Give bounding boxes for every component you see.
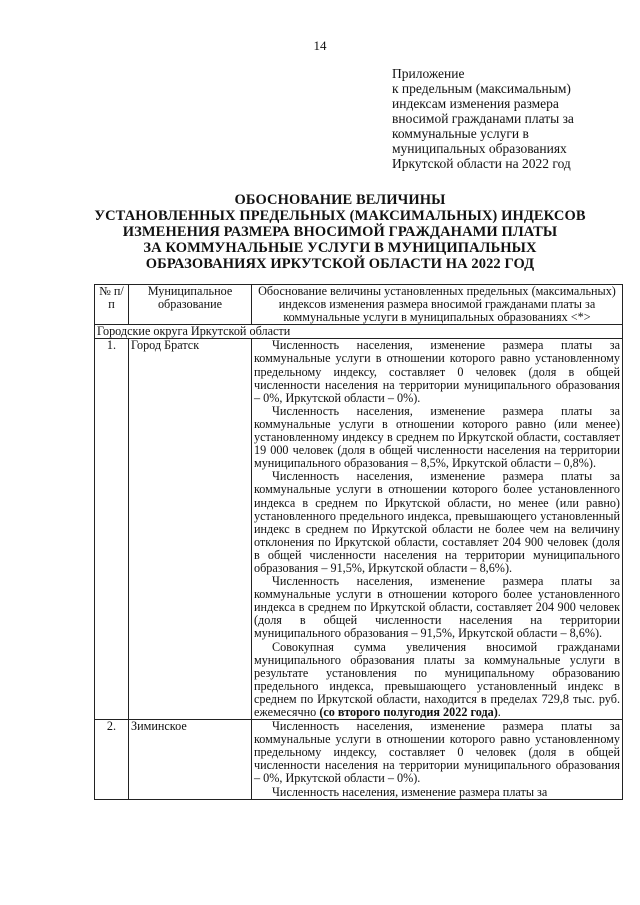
appendix-line: индексам изменения размера: [392, 96, 559, 111]
appendix-line: коммунальные услуги в: [392, 126, 529, 141]
row-justification: [252, 339, 623, 720]
justification-paragraph: [254, 641, 620, 720]
row-justification: [252, 720, 623, 800]
justification-paragraph: Численность населения, изменение размера платы за: [272, 784, 548, 799]
appendix-line: вносимой гражданами платы за: [392, 111, 574, 126]
header-num: № п/п: [95, 285, 129, 325]
justification-paragraph: Численность населения, изменение размера платы за коммунальные услуги в отношении которого равно установленному предельному индексу, составляет 0 человек (доля в общей численности населения на территории муниципального образования – 0%, Иркутской области – 0%).: [254, 338, 620, 405]
period-note: (со второго полугодия 2022 года): [319, 705, 498, 719]
justification-paragraph: Численность населения, изменение размера платы за коммунальные услуги в отношении которого равно установленному предельному индексу, составляет 0 человек (доля в общей численности населения на территории муниципального образования – 0%, Иркутской области – 0%).: [254, 719, 620, 786]
period-note-end: .: [497, 705, 501, 719]
appendix-line: Иркутской области на 2022 год: [392, 156, 571, 171]
row-num: 1.: [95, 339, 129, 720]
row-municipality: Зиминское: [129, 720, 252, 800]
justification-paragraph: Численность населения, изменение размера платы за коммунальные услуги в отношении которого более установленного индекса в среднем по Иркутской области, составляет 204 900 человек (доля в общей численности населения на территории муниципального образования – 91,5%, Иркутской области – 8,6%).: [254, 574, 620, 641]
title-line: ЗА КОММУНАЛЬНЫЕ УСЛУГИ В МУНИЦИПАЛЬНЫХ: [143, 240, 537, 256]
row-municipality: Город Братск: [129, 339, 252, 720]
table-group-row: [95, 325, 623, 339]
header-justification: Обоснование величины установленных предельных (максимальных) индексов изменения размера вносимой гражданами платы за коммунальные услуги в муниципальных образованиях <*>: [252, 285, 623, 325]
appendix-note: [392, 66, 627, 171]
justification-paragraph: Численность населения, изменение размера платы за коммунальные услуги в отношении которого более установленного индекса в среднем по Иркутской области, но менее (или равно) установленного предельного индекса, превышающего установленный индекс в среднем по Иркутской области не более чем на величину отклонения по Иркутской области, составляет 204 900 человек (доля в общей численности населения на территории муниципального образования – 91,5%, Иркутской области – 8,6%).: [254, 469, 620, 575]
appendix-line: к предельным (максимальным): [392, 81, 571, 96]
total-sum-text: Совокупная сумма увеличения вносимой гражданами муниципального образования платы за коммунальные услуги в результате установления по муниципальному образованию предельного индекса, превышающего установленный индекс в среднем по Иркутской области, находится в пределах 729,8 тыс. руб. ежемесячно: [254, 639, 620, 719]
appendix-line: муниципальных образованиях: [392, 141, 567, 156]
title-line: УСТАНОВЛЕННЫХ ПРЕДЕЛЬНЫХ (МАКСИМАЛЬНЫХ) ИНДЕКСОВ: [94, 208, 586, 224]
page-number: 14: [313, 38, 327, 53]
title-line: ОБРАЗОВАНИЯХ ИРКУТСКОЙ ОБЛАСТИ НА 2022 ГОД: [145, 256, 535, 272]
document-title: [60, 192, 620, 272]
justification-paragraph: Численность населения, изменение размера платы за коммунальные услуги в отношении которого равно (или менее) установленному индексу в среднем по Иркутской области, составляет 19 000 человек (доля в общей численности населения на территории муниципального образования – 8,5%, Иркутской области – 0,8%).: [254, 403, 620, 471]
appendix-line: Приложение: [392, 66, 465, 81]
table-row: [95, 720, 623, 800]
row-num: 2.: [95, 720, 129, 800]
indices-table: [94, 284, 623, 800]
title-line: ОБОСНОВАНИЕ ВЕЛИЧИНЫ: [234, 192, 446, 208]
group-label: Городские округа Иркутской области: [95, 325, 623, 339]
table-row: [95, 339, 623, 720]
table-header-row: [95, 285, 623, 325]
title-line: ИЗМЕНЕНИЯ РАЗМЕРА ВНОСИМОЙ ГРАЖДАНАМИ ПЛАТЫ: [122, 224, 558, 240]
header-municipality: Муниципальное образование: [129, 285, 252, 325]
